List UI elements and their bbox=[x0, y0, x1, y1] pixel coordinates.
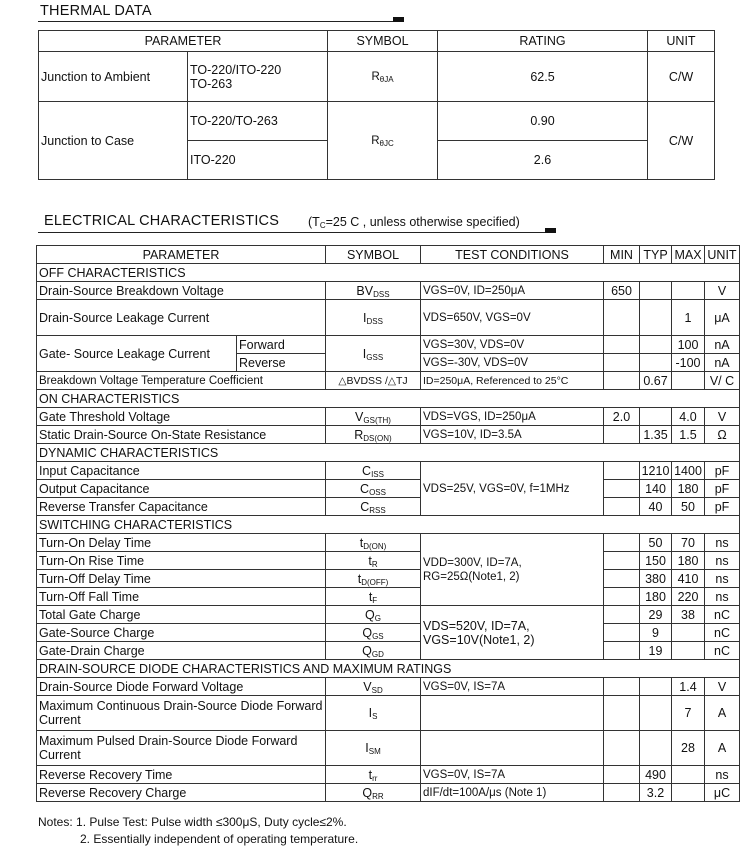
table-row: Breakdown Voltage Temperature Coefficient △BVDSS /△TJ ID=250μA, Referenced to 25°C 0.67 V/ C bbox=[37, 372, 740, 390]
table-row: Turn-Off Fall Time $t_F$ 180 220 ns bbox=[37, 588, 740, 606]
thermal-header-parameter: PARAMETER bbox=[39, 31, 328, 52]
table-row: Gate Threshold Voltage $V_{GS(TH)}$ VDS=VGS, ID=250μA 2.0 4.0 V bbox=[37, 408, 740, 426]
section-off: OFF CHARACTERISTICS bbox=[37, 264, 740, 282]
notes bbox=[38, 814, 358, 848]
package-to263: TO-263 bbox=[190, 76, 233, 91]
electrical-title: ELECTRICAL CHARACTERISTICS bbox=[44, 213, 280, 229]
junction-case-package-a: TO-220/TO-263 bbox=[188, 102, 328, 141]
table-row: Gate-Drain Charge $Q_{GD}$ 19 nC bbox=[37, 642, 740, 660]
table-row: Turn-Off Delay Time $t_{D(OFF)}$ 380 410 ns bbox=[37, 570, 740, 588]
rth-jc-symbol: $R_{\theta JC}$ bbox=[328, 102, 438, 180]
header-max: MAX bbox=[672, 246, 705, 264]
note-1: Notes: 1. Pulse Test: Pulse width ≤300μS, Duty cycle≤2%. bbox=[38, 815, 347, 829]
rth-ja-unit: C/W bbox=[648, 52, 715, 102]
electrical-table bbox=[36, 245, 740, 802]
electrical-conditions: ($T_C=25$ C , unless otherwise specified) bbox=[308, 215, 520, 230]
header-typ: TYP bbox=[640, 246, 672, 264]
thermal-title-marker bbox=[393, 17, 404, 22]
table-row: Reverse Recovery Time $t_{rr}$ VGS=0V, IS=7A 490 ns bbox=[37, 766, 740, 784]
table-row: Drain-Source Diode Forward Voltage $V_{SD}$ VGS=0V, IS=7A 1.4 V bbox=[37, 678, 740, 696]
table-row: Turn-On Rise Time $t_R$ 150 180 ns bbox=[37, 552, 740, 570]
gate-charge-conditions: VDS=520V, ID=7A, VGS=10V(Note1, 2) bbox=[421, 606, 604, 660]
table-row: Output Capacitance $C_{OSS}$ 140 180 pF bbox=[37, 480, 740, 498]
table-row: Drain-Source Breakdown Voltage $BV_{DSS}$ VGS=0V, ID=250μA 650 V bbox=[37, 282, 740, 300]
table-row: Gate-Source Charge $Q_{GS}$ 9 nC bbox=[37, 624, 740, 642]
thermal-title-underline bbox=[38, 21, 393, 22]
header-symbol: SYMBOL bbox=[326, 246, 421, 264]
table-row: Reverse Recovery Charge $Q_{RR}$ dIF/dt=100A/μs (Note 1) 3.2 μC bbox=[37, 784, 740, 802]
header-test-conditions: TEST CONDITIONS bbox=[421, 246, 604, 264]
capacitance-conditions: VDS=25V, VGS=0V, f=1MHz bbox=[421, 462, 604, 516]
table-row: Drain-Source Leakage Current $I_{DSS}$ VDS=650V, VGS=0V 1 μA bbox=[37, 300, 740, 336]
rth-jc-rating-b: 2.6 bbox=[438, 141, 648, 180]
section-dynamic: DYNAMIC CHARACTERISTICS bbox=[37, 444, 740, 462]
table-row: Total Gate Charge $Q_G$ VDS=520V, ID=7A, VGS=10V(Note1, 2) 29 38 nC bbox=[37, 606, 740, 624]
table-row: Maximum Pulsed Drain-Source Diode Forward Current $I_{SM}$ 28 A bbox=[37, 731, 740, 766]
junction-ambient-packages bbox=[188, 52, 328, 102]
note-2: 2. Essentially independent of operating temperature. bbox=[80, 832, 359, 846]
thermal-header-rating: RATING bbox=[438, 31, 648, 52]
rth-ja-symbol: $R_{\theta JA}$ bbox=[328, 52, 438, 102]
table-row: Static Drain-Source On-State Resistance $R_{DS(ON)}$ VGS=10V, ID=3.5A 1.35 1.5 Ω bbox=[37, 426, 740, 444]
thermal-header-symbol: SYMBOL bbox=[328, 31, 438, 52]
section-diode: DRAIN-SOURCE DIODE CHARACTERISTICS AND MAXIMUM RATINGS bbox=[37, 660, 740, 678]
electrical-title-marker bbox=[545, 228, 556, 233]
header-unit: UNIT bbox=[705, 246, 740, 264]
table-row: Input Capacitance $C_{ISS}$ VDS=25V, VGS=0V, f=1MHz 1210 1400 pF bbox=[37, 462, 740, 480]
package-to220-ito220: TO-220/ITO-220 bbox=[190, 62, 282, 77]
table-row: Turn-On Delay Time $t_{D(ON)}$ VDD=300V, ID=7A, RG=25Ω(Note1, 2) 50 70 ns bbox=[37, 534, 740, 552]
table-row: Reverse Transfer Capacitance $C_{RSS}$ 40 50 pF bbox=[37, 498, 740, 516]
junction-case-label: Junction to Case bbox=[39, 102, 188, 180]
rth-jc-rating-a: 0.90 bbox=[438, 102, 648, 141]
junction-case-package-b: ITO-220 bbox=[188, 141, 328, 180]
header-parameter: PARAMETER bbox=[37, 246, 326, 264]
table-row: Maximum Continuous Drain-Source Diode Forward Current $I_S$ 7 A bbox=[37, 696, 740, 731]
thermal-table bbox=[38, 30, 715, 180]
section-on: ON CHARACTERISTICS bbox=[37, 390, 740, 408]
table-row: Gate- Source Leakage Current Forward $I_{GSS}$ VGS=30V, VDS=0V 100 nA bbox=[37, 336, 740, 354]
thermal-title: THERMAL DATA bbox=[40, 3, 152, 19]
rth-jc-unit: C/W bbox=[648, 102, 715, 180]
table-row: Reverse VGS=-30V, VDS=0V -100 nA bbox=[37, 354, 740, 372]
junction-ambient-label: Junction to Ambient bbox=[39, 52, 188, 102]
thermal-header-unit: UNIT bbox=[648, 31, 715, 52]
rth-ja-rating: 62.5 bbox=[438, 52, 648, 102]
section-switching: SWITCHING CHARACTERISTICS bbox=[37, 516, 740, 534]
electrical-title-underline bbox=[38, 232, 545, 233]
switching-conditions: VDD=300V, ID=7A, RG=25Ω(Note1, 2) bbox=[421, 534, 604, 606]
header-min: MIN bbox=[604, 246, 640, 264]
